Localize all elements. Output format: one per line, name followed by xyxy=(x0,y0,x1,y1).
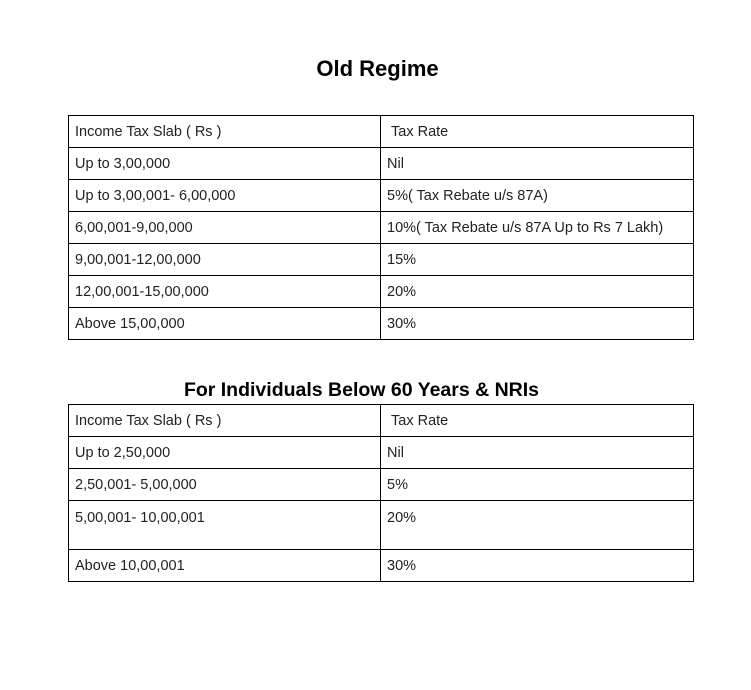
individuals-table xyxy=(68,404,694,582)
rate-cell: Nil xyxy=(381,148,694,180)
slab-header-cell: Income Tax Slab ( Rs ) xyxy=(69,405,381,437)
table-row xyxy=(69,212,694,244)
individuals-title: For Individuals Below 60 Years & NRIs xyxy=(183,379,540,401)
old-regime-table xyxy=(68,115,694,340)
old-regime-title: Old Regime xyxy=(316,56,439,81)
table-header-row xyxy=(69,116,694,148)
table-row xyxy=(69,148,694,180)
slab-cell: Up to 3,00,001- 6,00,000 xyxy=(69,180,381,212)
rate-cell: 5% xyxy=(381,469,694,501)
rate-cell: 20% xyxy=(381,276,694,308)
table-row xyxy=(69,437,694,469)
slab-cell: Above 15,00,000 xyxy=(69,308,381,340)
slab-cell: 2,50,001- 5,00,000 xyxy=(69,469,381,501)
table-header-row xyxy=(69,405,694,437)
slab-cell: Above 10,00,001 xyxy=(69,550,381,582)
rate-cell: Nil xyxy=(381,437,694,469)
table-row xyxy=(69,501,694,550)
slab-cell: 5,00,001- 10,00,001 xyxy=(69,501,381,550)
rate-cell: 5%( Tax Rebate u/s 87A) xyxy=(381,180,694,212)
slab-cell: Up to 2,50,000 xyxy=(69,437,381,469)
table-row xyxy=(69,244,694,276)
table-row xyxy=(69,308,694,340)
rate-header-cell: Tax Rate xyxy=(381,116,694,148)
slab-cell: 12,00,001-15,00,000 xyxy=(69,276,381,308)
slab-cell: Up to 3,00,000 xyxy=(69,148,381,180)
rate-cell: 20% xyxy=(381,501,694,550)
slab-header-cell: Income Tax Slab ( Rs ) xyxy=(69,116,381,148)
rate-cell: 30% xyxy=(381,308,694,340)
rate-cell: 15% xyxy=(381,244,694,276)
table-row xyxy=(69,550,694,582)
table-row xyxy=(69,276,694,308)
slab-cell: 6,00,001-9,00,000 xyxy=(69,212,381,244)
table-row xyxy=(69,180,694,212)
table-row xyxy=(69,469,694,501)
slab-cell: 9,00,001-12,00,000 xyxy=(69,244,381,276)
rate-cell: 10%( Tax Rebate u/s 87A Up to Rs 7 Lakh) xyxy=(381,212,694,244)
rate-cell: 30% xyxy=(381,550,694,582)
rate-header-cell: Tax Rate xyxy=(381,405,694,437)
